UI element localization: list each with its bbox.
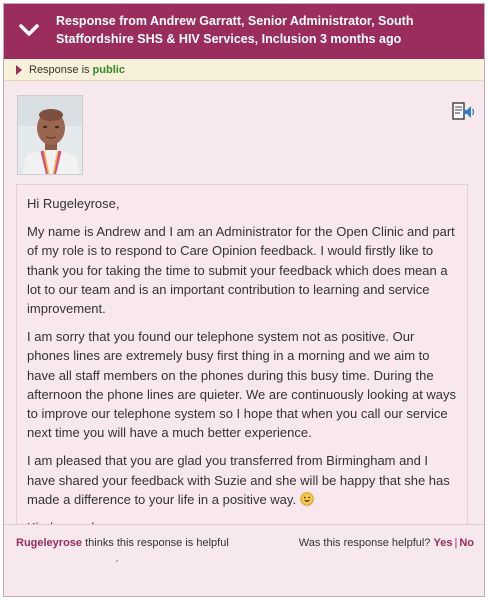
message-paragraph: My name is Andrew and I am an Administrator for the Open Clinic and part of my role is to respond to Care Opinion feedback. I would firstly like to thank you for taking the time to submit your feedback which does mean a lot to our team and is an important contribution to learning and service improvement.: [27, 224, 455, 317]
triangle-right-icon: [16, 65, 22, 75]
avatar: [17, 95, 83, 175]
helpful-user-link[interactable]: Rugeleyrose: [16, 536, 83, 549]
response-title: Response from Andrew Garratt, Senior Administrator, South Staffordshire SHS & HIV Services, Inclusion 3 months ago: [56, 14, 414, 46]
helpful-question: [299, 537, 474, 549]
helpful-question-text: Was this response helpful?: [298, 536, 431, 549]
chevron-down-icon[interactable]: [16, 17, 42, 43]
helpful-yes-link[interactable]: Yes: [433, 536, 453, 549]
visibility-bar[interactable]: [4, 59, 484, 81]
helpful-note-text: thinks this response is helpful: [82, 536, 229, 549]
text-to-speech-icon[interactable]: [452, 101, 476, 123]
response-message: [16, 184, 468, 556]
message-greeting: Hi Rugeleyrose,: [27, 196, 120, 211]
message-paragraph-with-emoji: [27, 451, 457, 509]
response-body: [4, 81, 484, 560]
helpful-separator: |: [454, 536, 458, 549]
visibility-status: public: [92, 63, 125, 76]
response-header[interactable]: [4, 4, 484, 59]
smile-emoji-icon: [300, 492, 314, 506]
response-footer: [4, 524, 484, 560]
helpful-note: [16, 537, 229, 549]
helpful-no-link[interactable]: No: [459, 536, 474, 549]
message-paragraph: I am sorry that you found our telephone system not as positive. Our phones lines are extremely busy first thing in a morning and we aim to have all staff members on the phones during this busy time. During the afternoon the phone lines are quieter. We are continuously looking at ways to improve our telephone system so I hope that when you call our service next time you will have a much better experience.: [27, 329, 457, 441]
message-paragraph: I am pleased that you are glad you transferred from Birmingham and I have shared your feedback with Suzie and she will be happy that she has made a difference to your life in a positive way.: [27, 453, 450, 507]
visibility-prefix: Response is: [29, 63, 90, 76]
response-card: [3, 3, 485, 597]
person-photo: [18, 96, 83, 175]
